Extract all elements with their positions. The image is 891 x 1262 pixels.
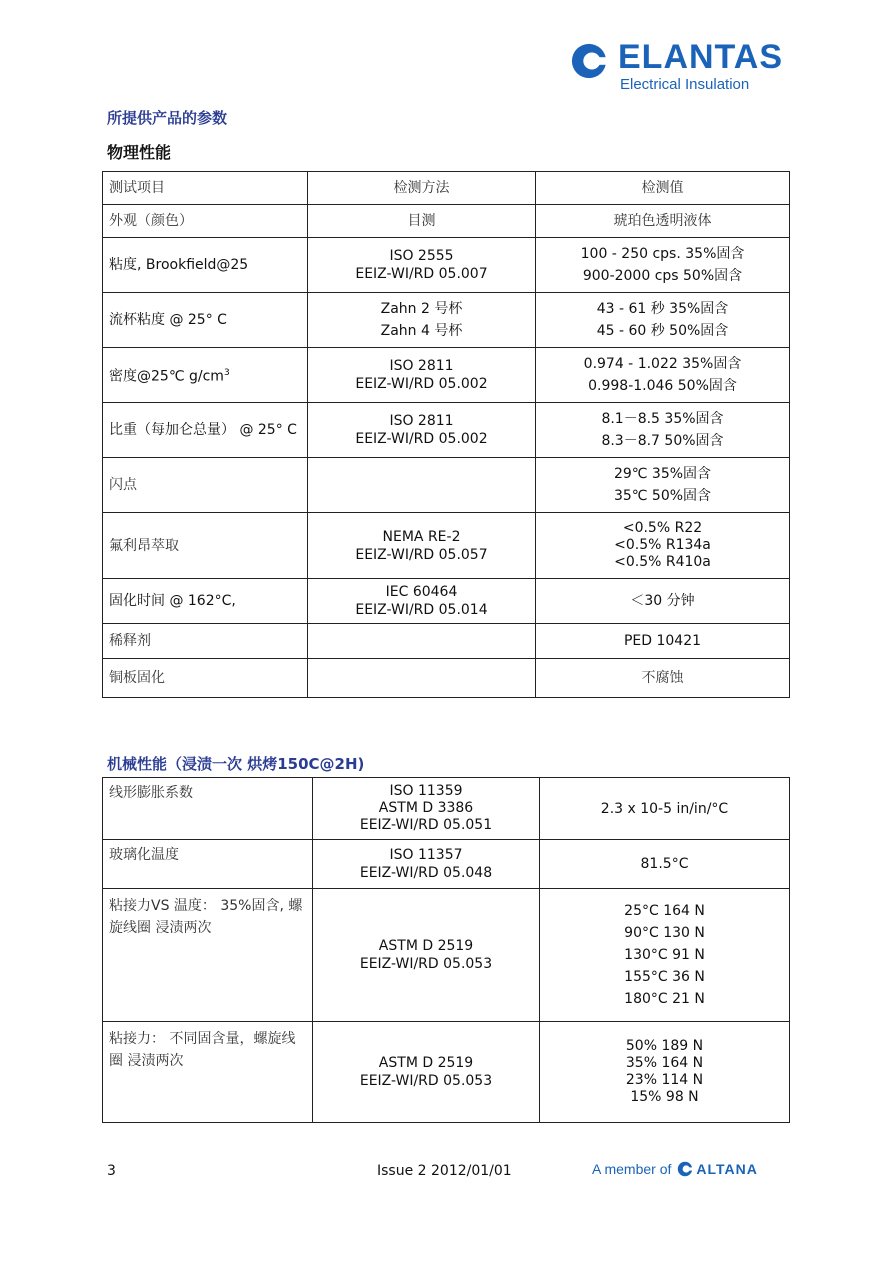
method-cell (308, 624, 536, 659)
item-cell (103, 348, 308, 403)
table-row (103, 840, 790, 889)
method-line: EEIZ-WI/RD 05.048 (359, 865, 493, 881)
method-line: EEIZ-WI/RD 05.051 (359, 817, 493, 833)
method-cell (308, 205, 536, 238)
header-cell: 检测值 (536, 172, 790, 205)
method-line: 目测 (407, 213, 436, 229)
value-line: 8.1－8.5 35%固含 (601, 411, 724, 427)
item-cell: 粘接力VS 温度： 35%固含, 螺旋线圈 浸渍两次 (103, 889, 313, 1022)
item-cell: 粘度, Brookfield@25 (103, 238, 308, 293)
value-line: ＜30 分钟 (630, 593, 695, 609)
method-line: ISO 11357 (389, 847, 463, 863)
value-line: 81.5°C (640, 856, 689, 872)
method-cell (308, 348, 536, 403)
value-line: 130°C 91 N (624, 947, 705, 963)
method-cell (308, 579, 536, 624)
value-line: 50% 189 N (625, 1038, 704, 1054)
item-text: 密度@25℃ g/cm (109, 368, 224, 385)
header-cell: 测试项目 (103, 172, 308, 205)
item-cell: 铜板固化 (103, 659, 308, 698)
method-line: Zahn 4 号杯 (380, 323, 463, 339)
value-cell (540, 840, 790, 889)
value-line: 8.3－8.7 50%固含 (601, 433, 724, 449)
table-row (103, 889, 790, 1022)
member-prefix: A member of (592, 1161, 672, 1177)
method-line: ISO 2811 (389, 413, 454, 429)
value-line: 2.3 x 10-5 in/in/°C (600, 800, 729, 817)
page-heading: 所提供产品的参数 (107, 109, 228, 127)
value-line: 43 - 61 秒 35%固含 (596, 301, 729, 317)
item-cell: 闪点 (103, 458, 308, 513)
elantas-logo-icon (570, 42, 608, 80)
value-line: 15% 98 N (630, 1089, 699, 1105)
item-cell: 比重（每加仑总量） @ 25° C (103, 403, 308, 458)
mechanical-properties-table (102, 777, 790, 1123)
value-line: 180°C 21 N (624, 991, 705, 1007)
value-cell (536, 293, 790, 348)
value-line: 0.998-1.046 50%固含 (588, 378, 737, 394)
table-row (103, 659, 790, 698)
issue-date: Issue 2 2012/01/01 (377, 1163, 512, 1179)
method-cell (308, 403, 536, 458)
value-line: 90°C 130 N (624, 925, 705, 941)
value-line: 23% 114 N (625, 1072, 704, 1088)
value-cell (540, 1022, 790, 1123)
item-cell: 氟利昂萃取 (103, 513, 308, 579)
value-line: 35% 164 N (625, 1055, 704, 1071)
method-line: EEIZ-WI/RD 05.014 (355, 602, 488, 618)
method-cell (308, 659, 536, 698)
value-cell (536, 513, 790, 579)
value-cell (536, 403, 790, 458)
value-line: <0.5% R134a (614, 537, 711, 553)
mechanical-title: 机械性能（浸渍一次 烘烤150C@2H) (107, 755, 365, 773)
table-row (103, 293, 790, 348)
altana-logo-icon (677, 1161, 693, 1177)
method-line: ASTM D 2519 (378, 938, 474, 954)
item-cell: 粘接力： 不同固含量，螺旋线圈 浸渍两次 (103, 1022, 313, 1123)
item-cell: 线形膨胀系数 (103, 778, 313, 840)
value-cell (536, 458, 790, 513)
table-header-row (103, 172, 790, 205)
method-line: ISO 2555 (389, 248, 454, 264)
value-cell (536, 579, 790, 624)
method-line: EEIZ-WI/RD 05.057 (355, 546, 488, 563)
value-line: 900-2000 cps 50%固含 (582, 268, 743, 284)
item-cell: 固化时间 @ 162°C, (103, 579, 308, 624)
method-line: Zahn 2 号杯 (380, 301, 463, 317)
table-row (103, 778, 790, 840)
method-line: ASTM D 2519 (378, 1055, 474, 1071)
value-cell (536, 348, 790, 403)
table-row (103, 624, 790, 659)
table-row (103, 458, 790, 513)
method-line: ISO 11359 (389, 783, 463, 799)
method-line: EEIZ-WI/RD 05.053 (359, 956, 493, 972)
value-cell (540, 778, 790, 840)
value-line: 琥珀色透明液体 (613, 213, 712, 229)
value-line: 不腐蚀 (641, 670, 684, 686)
item-cell: 外观（颜色） (103, 205, 308, 238)
method-cell (313, 840, 540, 889)
method-cell (308, 458, 536, 513)
brand-name: ELANTAS (618, 38, 784, 76)
value-line: PED 10421 (623, 633, 702, 649)
value-line: 0.974 - 1.022 35%固含 (583, 356, 742, 372)
method-line: IEC 60464 (385, 584, 458, 600)
table-row (103, 1022, 790, 1123)
superscript: 3 (223, 368, 230, 379)
table-row (103, 403, 790, 458)
physical-title: 物理性能 (107, 143, 172, 162)
method-line: NEMA RE-2 (382, 528, 461, 545)
value-line: 29℃ 35%固含 (613, 466, 712, 482)
table-row (103, 205, 790, 238)
value-line: 100 - 250 cps. 35%固含 (580, 246, 745, 262)
method-cell (313, 778, 540, 840)
value-cell (540, 889, 790, 1022)
value-line: 35℃ 50%固含 (613, 488, 712, 504)
value-cell (536, 659, 790, 698)
value-cell (536, 205, 790, 238)
member-brand: ALTANA (696, 1161, 758, 1177)
value-cell (536, 624, 790, 659)
method-cell (313, 889, 540, 1022)
value-line: <0.5% R22 (622, 520, 703, 536)
method-line: EEIZ-WI/RD 05.002 (355, 431, 488, 447)
value-cell (536, 238, 790, 293)
value-line: 45 - 60 秒 50%固含 (596, 323, 729, 339)
method-cell (313, 1022, 540, 1123)
value-line: 25°C 164 N (624, 903, 705, 919)
item-cell: 玻璃化温度 (103, 840, 313, 889)
method-line: EEIZ-WI/RD 05.002 (355, 376, 488, 392)
member-of-altana (592, 1161, 758, 1177)
page-number: 3 (107, 1163, 116, 1179)
method-line: EEIZ-WI/RD 05.007 (355, 266, 488, 282)
value-line: <0.5% R410a (614, 554, 711, 570)
table-row (103, 238, 790, 293)
physical-properties-table (102, 171, 790, 698)
value-line: 155°C 36 N (624, 969, 705, 985)
table-row (103, 513, 790, 579)
method-line: EEIZ-WI/RD 05.053 (359, 1073, 493, 1089)
elantas-logo (570, 38, 785, 98)
table-row (103, 579, 790, 624)
method-cell (308, 293, 536, 348)
method-cell (308, 513, 536, 579)
item-cell: 稀释剂 (103, 624, 308, 659)
method-line: ASTM D 3386 (378, 800, 474, 816)
table-row (103, 348, 790, 403)
method-line: ISO 2811 (389, 358, 454, 374)
item-cell: 流杯粘度 @ 25° C (103, 293, 308, 348)
brand-tagline: Electrical Insulation (620, 76, 750, 93)
header-cell: 检测方法 (308, 172, 536, 205)
method-cell (308, 238, 536, 293)
